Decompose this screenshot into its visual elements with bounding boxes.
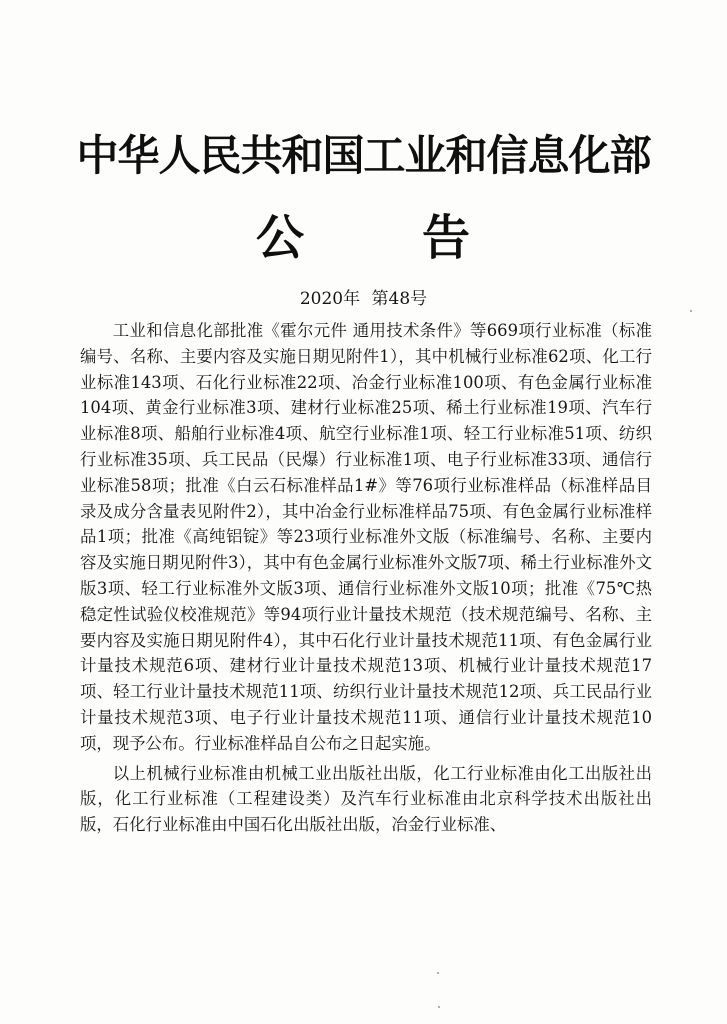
notice-title-char-2: 告 [421, 210, 470, 266]
scan-speck [690, 310, 692, 312]
body-paragraph-2: 以上机械行业标准由机械工业出版社出版，化工行业标准由化工出版社出版，化工行业标准（工程建设类）及汽车行业标准由北京科学技术出版社出版，石化行业标准由中国石化出版社出版，冶金行业标准、 [80, 763, 652, 835]
issue-number: 2020年 第48号 [299, 289, 428, 309]
ministry-title: 中华人民共和国工业和信息化部 [76, 131, 651, 180]
notice-title [256, 206, 470, 270]
scan-speck [438, 1006, 440, 1008]
announcement-body [80, 318, 652, 842]
scan-speck [437, 972, 439, 974]
notice-title-char-1: 公 [256, 210, 305, 266]
body-paragraph-1: 工业和信息化部批准《霍尔元件 通用技术条件》等669项行业标准（标准编号、名称、主要内容及实施日期见附件1），其中机械行业标准62项、化工行业标准143项、石化行业标准22项、冶金行业标准100项、有色金属行业标准104项、黄金行业标准3项、建材行业标准25项、稀土行业标准19项、汽车行业标准8项、船舶行业标准4项、航空行业标准1项、轻工行业标准51项、纺织行业标准35项、兵工民品（民爆）行业标准1项、电子行业标准33项、通信行业标准58项；批准《白云石标准样品1#》等76项行业标准样品（标准样品目录及成分含量表见附件2），其中冶金行业标准样品75项、有色金属行业标准样品1项；批准《高纯铝锭》等23项行业标准外文版（标准编号、名称、主要内容及实施日期见附件3），其中有色金属行业标准外文版7项、稀土行业标准外文版3项、轻工行业标准外文版3项、通信行业标准外文版10项；批准《75℃热稳定性试验仪校准规范》等94项行业计量技术规范（技术规范编号、名称、主要内容及实施日期见附件4），其中石化行业计量技术规范11项、有色金属行业计量技术规范6项、建材行业计量技术规范13项、机械行业计量技术规范17项、轻工行业计量技术规范11项、纺织行业计量技术规范12项、兵工民品行业计量技术规范3项、电子行业计量技术规范11项、通信行业计量技术规范10项，现予公布。行业标准样品自公布之日起实施。 [80, 321, 652, 753]
